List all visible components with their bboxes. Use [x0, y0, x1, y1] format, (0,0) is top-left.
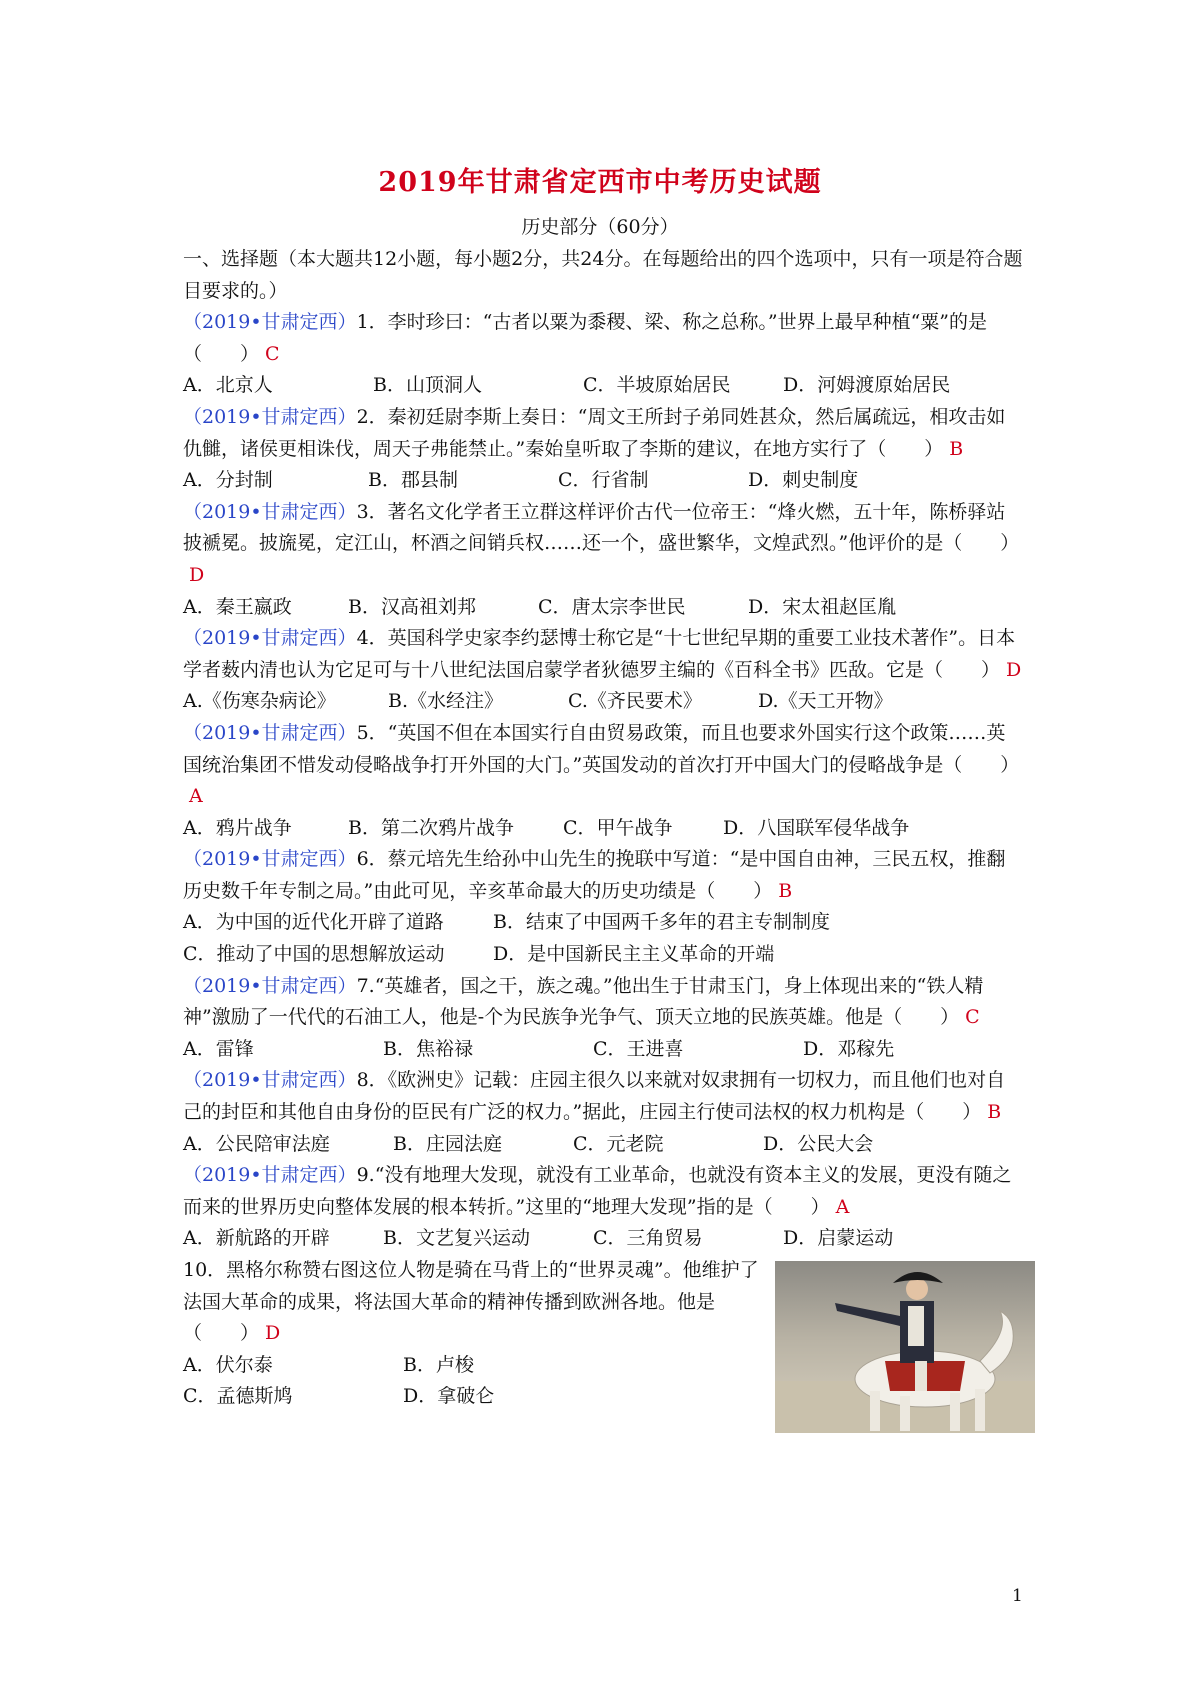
option: B．庄园法庭 — [393, 1132, 502, 1155]
options-row — [183, 1034, 1023, 1066]
question-text: 9.“没有地理大发现，就没有工业革命，也就没有资本主义的发展，更没有随之而来的世界历史向整体发展的根本转折。”这里的“地理大发现”指的是（ ） — [183, 1164, 1012, 1218]
question-10 — [183, 1255, 1023, 1413]
question-10-options — [183, 1381, 763, 1413]
source-tag: （2019•甘肃定西） — [183, 1069, 357, 1092]
option: B.《水经注》 — [388, 690, 504, 713]
source-tag: （2019•甘肃定西） — [183, 627, 357, 650]
question-text: 6．蔡元培先生给孙中山先生的挽联中写道：“是中国自由神，三民五权，推翻历史数千年专制之局。”由此可见，辛亥革命最大的历史功绩是（ ） — [183, 848, 1006, 902]
question-1 — [183, 307, 1023, 370]
answer-label: B — [778, 879, 793, 902]
option: A．雷锋 — [183, 1037, 254, 1060]
options-row — [183, 1129, 1023, 1161]
options-row — [183, 465, 1023, 497]
option: C．王进喜 — [593, 1037, 684, 1060]
option: C．行省制 — [558, 469, 649, 492]
options-row — [183, 813, 1023, 845]
option: B．结束了中国两千多年的君主专制制度 — [493, 911, 830, 934]
option: C．三角贸易 — [593, 1227, 703, 1250]
option: A．公民陪审法庭 — [183, 1132, 330, 1155]
question-text: 2．秦初廷尉李斯上奏日：“周文王所封子弟同姓甚众，然后属疏远，相攻击如仇雠，诸侯更相诛伐，周天子弗能禁止。”秦始皇听取了李斯的建议，在地方实行了（ ） — [183, 405, 1006, 460]
question-10-text — [183, 1255, 763, 1350]
question-text: 5．“英国不但在本国实行自由贸易政策，而且也要求外国实行这个政策……英国统治集团不惜发动侵略战争打开外国的大门。”英国发动的首次打开中国大门的侵略战争是（ ） — [183, 721, 1020, 776]
question-text: 4．英国科学史家李约瑟博士称它是“十七世纪早期的重要工业技术著作”。日本学者薮内清也认为它足可与十八世纪法国启蒙学者狄德罗主编的《百科全书》匹敌。它是（ ） — [183, 627, 1016, 681]
option: A．北京人 — [183, 374, 273, 397]
options-row — [183, 907, 1023, 939]
answer-label: D — [189, 563, 205, 586]
page-title: 2019年甘肃省定西市中考历史试题 — [378, 167, 822, 198]
option: D．八国联军侵华战争 — [723, 816, 910, 839]
option: B．山顶洞人 — [373, 374, 482, 397]
source-tag: （2019•甘肃定西） — [183, 405, 357, 428]
question-8 — [183, 1065, 1023, 1128]
question-text: 7.“英雄者，国之干，族之魂。”他出生于甘肃玉门，身上体现出来的“铁人精神”激励了一代代的石油工人，他是-个为民族争光争气、顶天立地的民族英雄。他是（ ） — [183, 974, 984, 1029]
section-subtitle: 历史部分（60分） — [521, 216, 679, 238]
option: C.《齐民要术》 — [568, 690, 702, 713]
options-row — [183, 370, 1023, 402]
option: C．半坡原始居民 — [583, 374, 731, 397]
option: D．邓稼先 — [803, 1037, 895, 1060]
option: C．推动了中国的思想解放运动 — [183, 943, 445, 966]
options-row — [183, 686, 1023, 718]
source-tag: （2019•甘肃定西） — [183, 721, 357, 744]
option: B．文艺复兴运动 — [383, 1227, 530, 1250]
option: C．甲午战争 — [563, 816, 673, 839]
option: A．秦王嬴政 — [183, 595, 292, 618]
exam-content — [183, 244, 1023, 1413]
option: A．伏尔泰 — [183, 1353, 273, 1376]
source-tag: （2019•甘肃定西） — [183, 311, 357, 334]
option: B．第二次鸦片战争 — [348, 816, 514, 839]
option: D.《天工开物》 — [758, 690, 893, 713]
question-5 — [183, 718, 1023, 813]
answer-label: A — [835, 1195, 850, 1218]
option: C．唐太宗李世民 — [538, 595, 686, 618]
question-2 — [183, 402, 1023, 465]
option: B．卢梭 — [403, 1353, 474, 1376]
answer-label: D — [265, 1322, 281, 1345]
option: D．启蒙运动 — [783, 1227, 894, 1250]
options-row — [183, 939, 1023, 971]
option: D．宋太祖赵匡胤 — [748, 595, 897, 618]
options-row — [183, 592, 1023, 624]
option: A．新航路的开辟 — [183, 1227, 330, 1250]
question-list — [183, 307, 1023, 1255]
source-tag: （2019•甘肃定西） — [183, 500, 357, 523]
option: C．元老院 — [573, 1132, 664, 1155]
option: B．郡县制 — [368, 469, 458, 492]
option: D．刺史制度 — [748, 469, 859, 492]
answer-label: B — [987, 1101, 1002, 1124]
source-tag: （2019•甘肃定西） — [183, 974, 357, 997]
answer-label: C — [965, 1006, 980, 1029]
answer-label: A — [189, 785, 203, 808]
options-row — [183, 1223, 1023, 1255]
instructions: 一、选择题（本大题共12小题，每小题2分，共24分。在每题给出的四个选项中，只有一项是符合题目要求的。） — [183, 248, 1023, 302]
option: D．是中国新民主主义革命的开端 — [493, 943, 775, 966]
question-7 — [183, 971, 1023, 1034]
source-tag: （2019•甘肃定西） — [183, 1164, 357, 1187]
question-4 — [183, 623, 1023, 686]
question-9 — [183, 1160, 1023, 1223]
option: D．河姆渡原始居民 — [783, 374, 951, 397]
page-number: 1 — [1012, 1586, 1023, 1606]
question-text: 3．著名文化学者王立群这样评价古代一位帝王：“烽火燃，五十年，陈桥驿站披褫冕。披旒冕，定江山，杯酒之间销兵权……还一个，盛世繁华，文煌武烈。”他评价的是（ ） — [183, 500, 1020, 555]
answer-label: B — [949, 437, 964, 460]
question-text: 1．李时珍曰：“古者以粟为黍稷、梁、称之总称。”世界上最早种植“粟”的是（ ） — [183, 311, 988, 365]
question-10-body: 10．黑格尔称赞右图这位人物是骑在马背上的“世界灵魂”。他维护了法国大革命的成果，将法国大革命的精神传播到欧洲各地。他是（ ） — [183, 1259, 759, 1345]
question-text: 8．《欧洲史》记载：庄园主很久以来就对奴隶拥有一切权力，而且他们也对自己的封臣和其他自由身份的臣民有广泛的权力。”据此，庄园主行使司法权的权力机构是（ ） — [183, 1069, 1006, 1124]
option: D．公民大会 — [763, 1132, 874, 1155]
option: B．汉高祖刘邦 — [348, 595, 476, 618]
option: A.《伤寒杂病论》 — [183, 690, 336, 713]
napoleon-portrait-image — [775, 1261, 1035, 1433]
option: D．拿破仑 — [403, 1385, 495, 1408]
question-3 — [183, 497, 1023, 592]
answer-label: C — [265, 342, 280, 365]
answer-label: D — [1006, 658, 1022, 681]
question-10-options — [183, 1350, 763, 1382]
option: A．鸦片战争 — [183, 816, 292, 839]
option: A．为中国的近代化开辟了道路 — [183, 911, 444, 934]
portrait-illustration — [775, 1261, 1035, 1433]
option: A．分封制 — [183, 469, 273, 492]
question-6 — [183, 844, 1023, 907]
option: C．孟德斯鸠 — [183, 1385, 293, 1408]
option: B．焦裕禄 — [383, 1037, 473, 1060]
source-tag: （2019•甘肃定西） — [183, 848, 357, 871]
